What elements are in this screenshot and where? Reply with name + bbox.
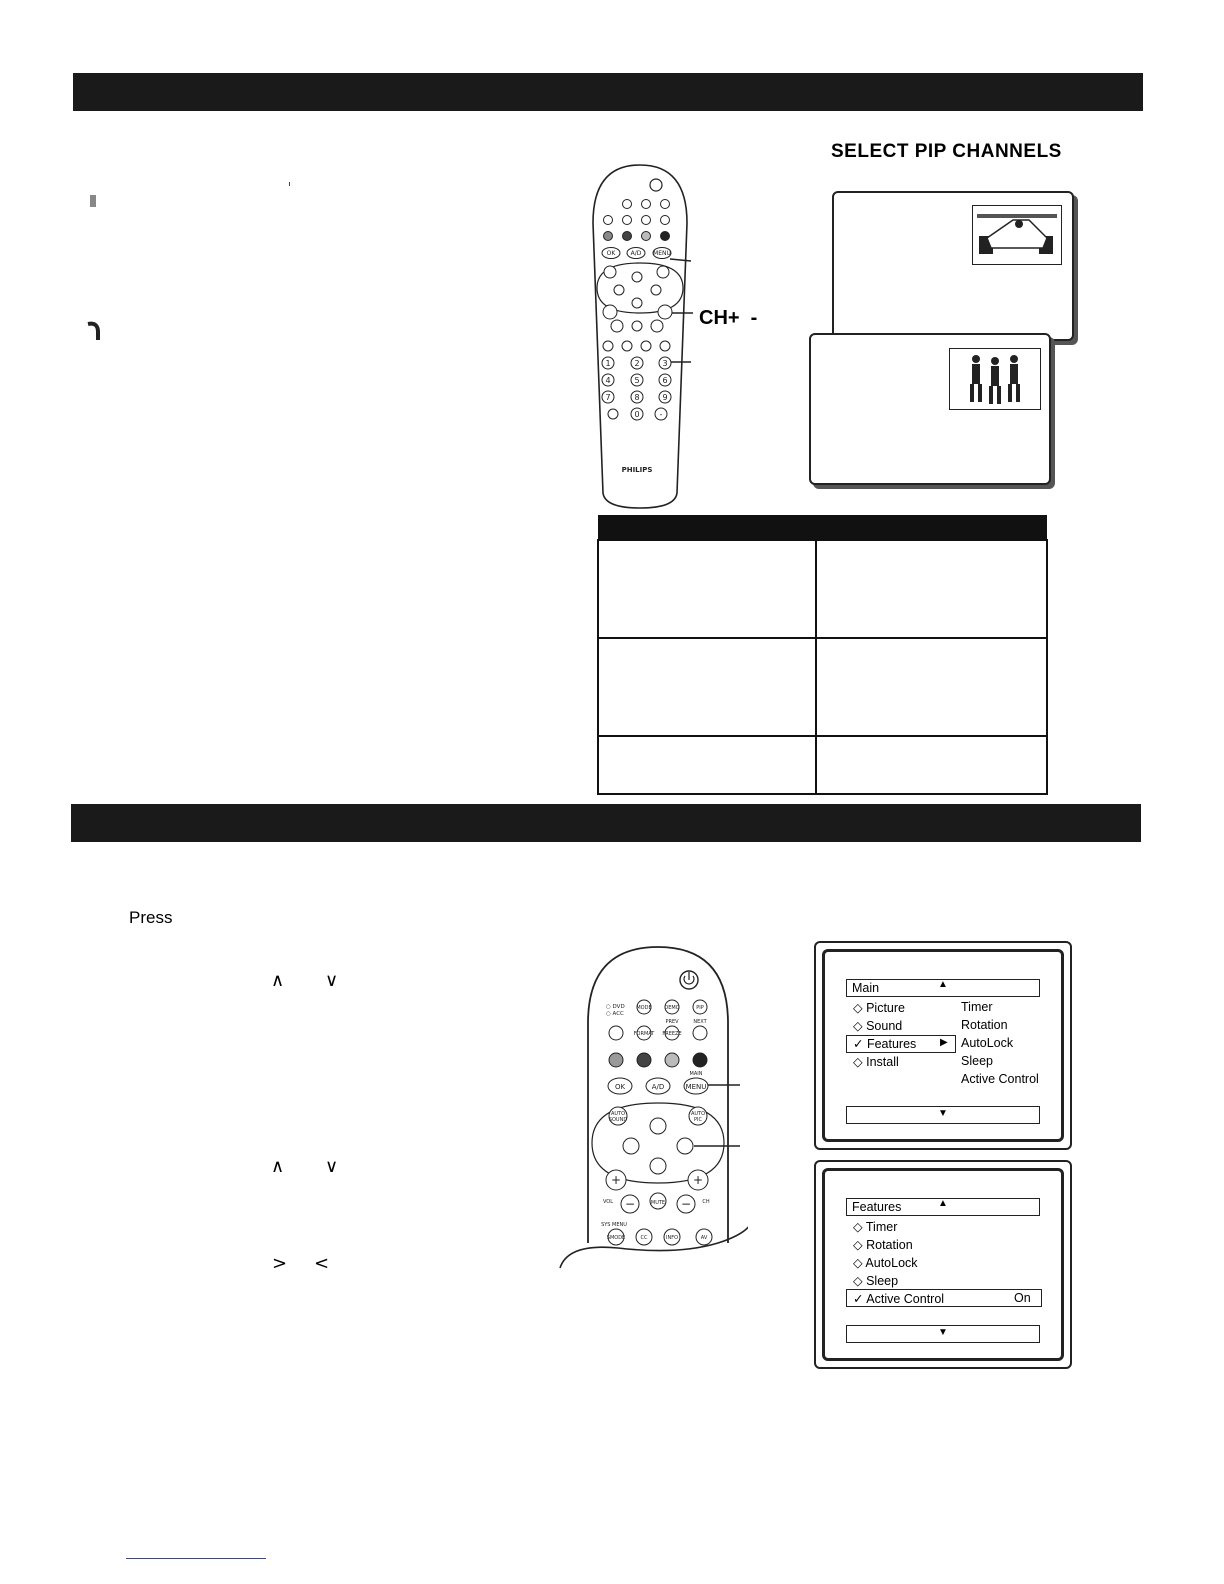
svg-text:OK: OK — [606, 250, 616, 257]
svg-text:INFO: INFO — [665, 1235, 679, 1241]
osd-main-menu — [814, 941, 1072, 1150]
svg-text:○ DVD: ○ DVD — [606, 1004, 625, 1010]
footer-link-underline[interactable] — [126, 1558, 266, 1559]
menu-up-arrow-icon: ▲ — [938, 979, 948, 990]
table-row — [598, 736, 1047, 794]
submenu-item-autolock: AutoLock — [961, 1036, 1014, 1050]
info-table — [597, 515, 1048, 795]
svg-text:OK: OK — [614, 1083, 626, 1091]
svg-text:8: 8 — [634, 393, 640, 402]
svg-text:NEXT: NEXT — [693, 1019, 707, 1025]
svg-text:VOL: VOL — [602, 1199, 614, 1205]
table-row — [598, 638, 1047, 736]
svg-text:9: 9 — [662, 393, 668, 402]
svg-text:SYS MENU: SYS MENU — [601, 1222, 627, 1228]
submenu-item-sleep: Sleep — [961, 1054, 993, 1068]
bullet-mark — [90, 195, 96, 207]
svg-text:CC: CC — [640, 1235, 648, 1241]
section-heading: SELECT PIP CHANNELS — [831, 141, 1062, 162]
tick-mark — [289, 182, 290, 186]
svg-text:SOUND: SOUND — [608, 1117, 628, 1123]
svg-text:DEMO: DEMO — [664, 1005, 680, 1011]
svg-text:MUTE: MUTE — [650, 1200, 666, 1206]
table-row — [598, 540, 1047, 638]
submenu-arrow-icon: ▶ — [940, 1037, 948, 1048]
press-label: Press — [129, 908, 173, 927]
section-header-bar-top — [73, 73, 1143, 111]
svg-text:A/D: A/D — [651, 1083, 665, 1091]
arrow-down-icon: ∨ — [325, 1156, 339, 1177]
arrow-up-icon: ∧ — [271, 970, 285, 991]
arrow-down-icon: ∨ — [325, 970, 339, 991]
menu-item-rotation[interactable]: ◇ Rotation — [853, 1238, 913, 1252]
menu-up-arrow-icon: ▲ — [938, 1198, 948, 1209]
svg-text:AV: AV — [700, 1235, 708, 1241]
svg-text:FREEZE: FREEZE — [662, 1031, 682, 1037]
osd-features-menu — [814, 1160, 1072, 1369]
menu-down-arrow-icon: ▼ — [938, 1108, 948, 1119]
menu-item-sound[interactable]: ◇ Sound — [853, 1019, 903, 1033]
svg-text:+: + — [692, 1173, 704, 1187]
pip-screen-back — [832, 191, 1074, 341]
menu-item-sleep[interactable]: ◇ Sleep — [853, 1274, 899, 1288]
svg-text:PIC: PIC — [694, 1117, 702, 1123]
svg-text:AUTO: AUTO — [610, 1111, 626, 1117]
menu-title: Main — [852, 981, 880, 995]
svg-text:7: 7 — [605, 393, 611, 402]
arrow-left-icon: < — [314, 1253, 330, 1274]
svg-text:MODE: MODE — [636, 1005, 652, 1011]
menu-item-install[interactable]: ◇ Install — [853, 1055, 899, 1069]
return-arrow-icon — [86, 320, 104, 342]
section-header-bar-bottom — [71, 804, 1141, 842]
svg-text:0: 0 — [634, 410, 640, 419]
svg-text:2: 2 — [634, 359, 640, 368]
svg-text:PREV: PREV — [665, 1019, 679, 1025]
menu-item-features[interactable]: ✓ Features — [853, 1037, 917, 1051]
active-control-value: On — [1014, 1291, 1031, 1305]
racecar-image-icon — [973, 206, 1061, 264]
submenu-item-active-control: Active Control — [961, 1072, 1039, 1086]
svg-text:○ ACC: ○ ACC — [606, 1011, 624, 1017]
svg-text:−: − — [624, 1197, 636, 1211]
ch-callout-label: CH+ - — [699, 307, 758, 329]
svg-text:1: 1 — [605, 359, 611, 368]
arrow-right-icon: > — [272, 1253, 288, 1274]
menu-item-active-control[interactable]: ✓ Active Control — [853, 1292, 945, 1306]
svg-text:MENU: MENU — [653, 250, 671, 257]
runners-image-icon — [950, 349, 1040, 409]
pip-window-racecar — [972, 205, 1062, 265]
pip-screen-front — [809, 333, 1051, 485]
svg-text:SMODE: SMODE — [606, 1235, 626, 1241]
svg-text:PHILIPS: PHILIPS — [621, 466, 653, 474]
menu-item-autolock[interactable]: ◇ AutoLock — [853, 1256, 918, 1270]
menu-down-arrow-icon: ▼ — [938, 1327, 948, 1338]
table-header-row — [598, 515, 1047, 540]
svg-text:-: - — [659, 410, 663, 419]
svg-text:MAIN: MAIN — [689, 1071, 703, 1077]
remote-control-top — [585, 163, 695, 513]
svg-text:+: + — [610, 1173, 622, 1187]
menu-item-timer[interactable]: ◇ Timer — [853, 1220, 898, 1234]
svg-text:A/D: A/D — [630, 250, 642, 257]
svg-text:4: 4 — [605, 376, 611, 385]
svg-text:−: − — [680, 1197, 692, 1211]
arrow-up-icon: ∧ — [271, 1156, 285, 1177]
submenu-item-rotation: Rotation — [961, 1018, 1008, 1032]
menu-item-picture[interactable]: ◇ Picture — [853, 1001, 905, 1015]
submenu-item-timer: Timer — [961, 1000, 993, 1014]
menu-title: Features — [852, 1200, 902, 1214]
svg-text:PIP: PIP — [696, 1005, 704, 1011]
svg-text:MENU: MENU — [685, 1083, 707, 1091]
svg-text:3: 3 — [662, 359, 668, 368]
svg-text:FORMAT: FORMAT — [633, 1031, 655, 1037]
svg-text:6: 6 — [662, 376, 668, 385]
svg-text:AUTO: AUTO — [690, 1111, 706, 1117]
svg-text:CH: CH — [702, 1199, 710, 1205]
pip-window-runners — [949, 348, 1041, 410]
remote-control-bottom — [558, 943, 748, 1273]
svg-text:5: 5 — [634, 376, 640, 385]
